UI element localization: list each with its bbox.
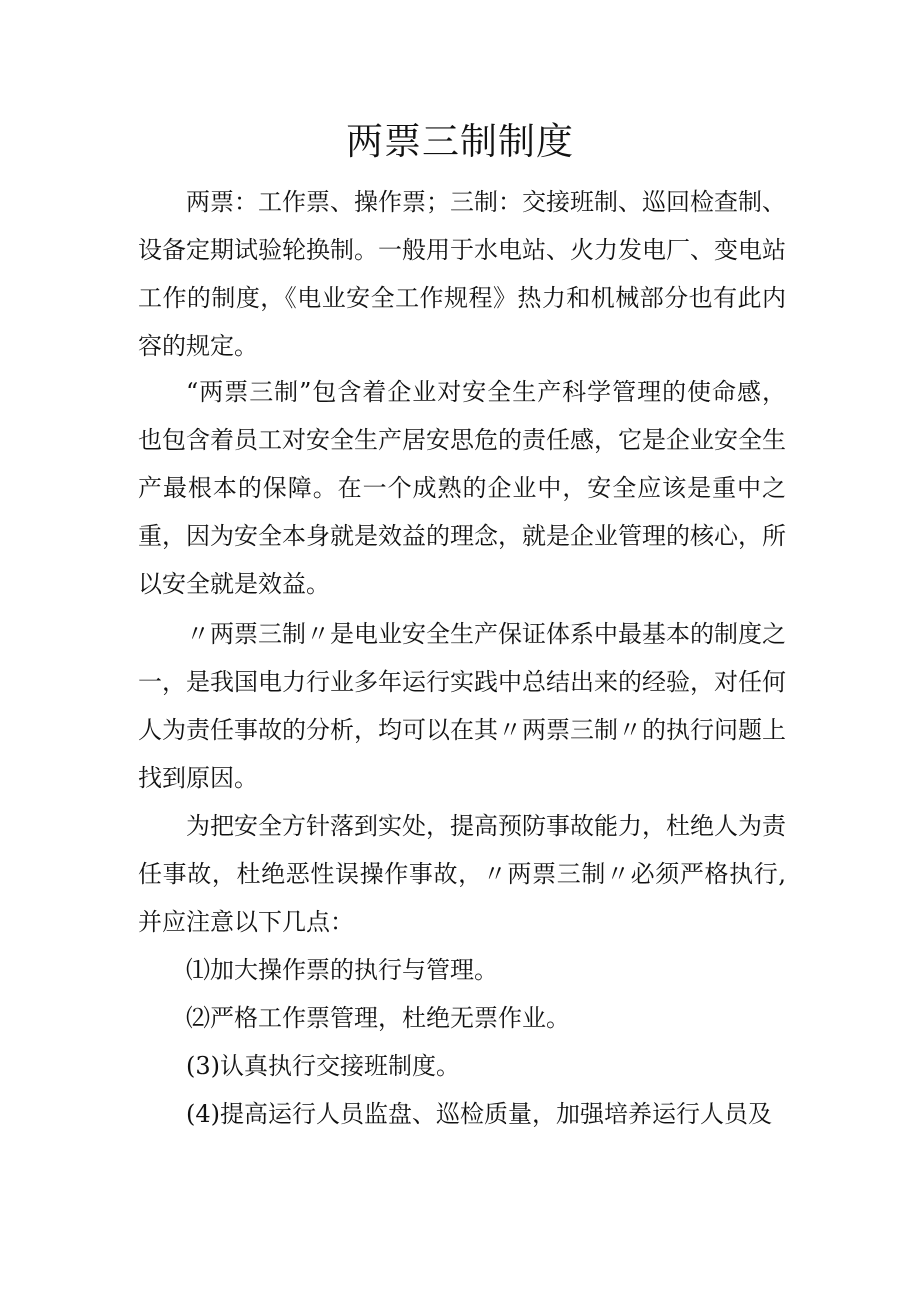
list-item-1: ⑴加大操作票的执行与管理。 [186,956,498,984]
paragraph-basic-system: 〃两票三制〃是电业安全生产保证体系中最基本的制度之一，是我国电力行业多年运行实践中总结出来的经验，对任何人为责任事故的分析，均可以在其〃两票三制〃的执行问题上找到原因。 [138,620,786,792]
paragraph-significance: “两票三制”包含着企业对安全生产科学管理的使命感，也包含着员工对安全生产居安思危的责任感，它是企业安全生产最根本的保障。在一个成熟的企业中，安全应该是重中之重，因为安全本身就是效益的理念，就是企业管理的核心，所以安全就是效益。 [138,378,786,598]
list-item-3: (3)认真执行交接班制度。 [186,1052,460,1080]
paragraph-intro: 两票：工作票、操作票；三制：交接班制、巡回检查制、设备定期试验轮换制。一般用于水电站、火力发电厂、变电站工作的制度，《电业安全工作规程》热力和机械部分也有此内容的规定。 [138,188,786,360]
document-title: 两票三制制度 [346,120,574,163]
list-item-2: ⑵严格工作票管理，杜绝无票作业。 [186,1004,570,1032]
list-item-4: (4)提高运行人员监盘、巡检质量，加强培养运行人员及 [186,1100,772,1128]
paragraph-precautions: 为把安全方针落到实处，提高预防事故能力，杜绝人为责任事故，杜绝恶性误操作事故，〃两票三制〃必须严格执行,并应注意以下几点： [138,812,786,936]
